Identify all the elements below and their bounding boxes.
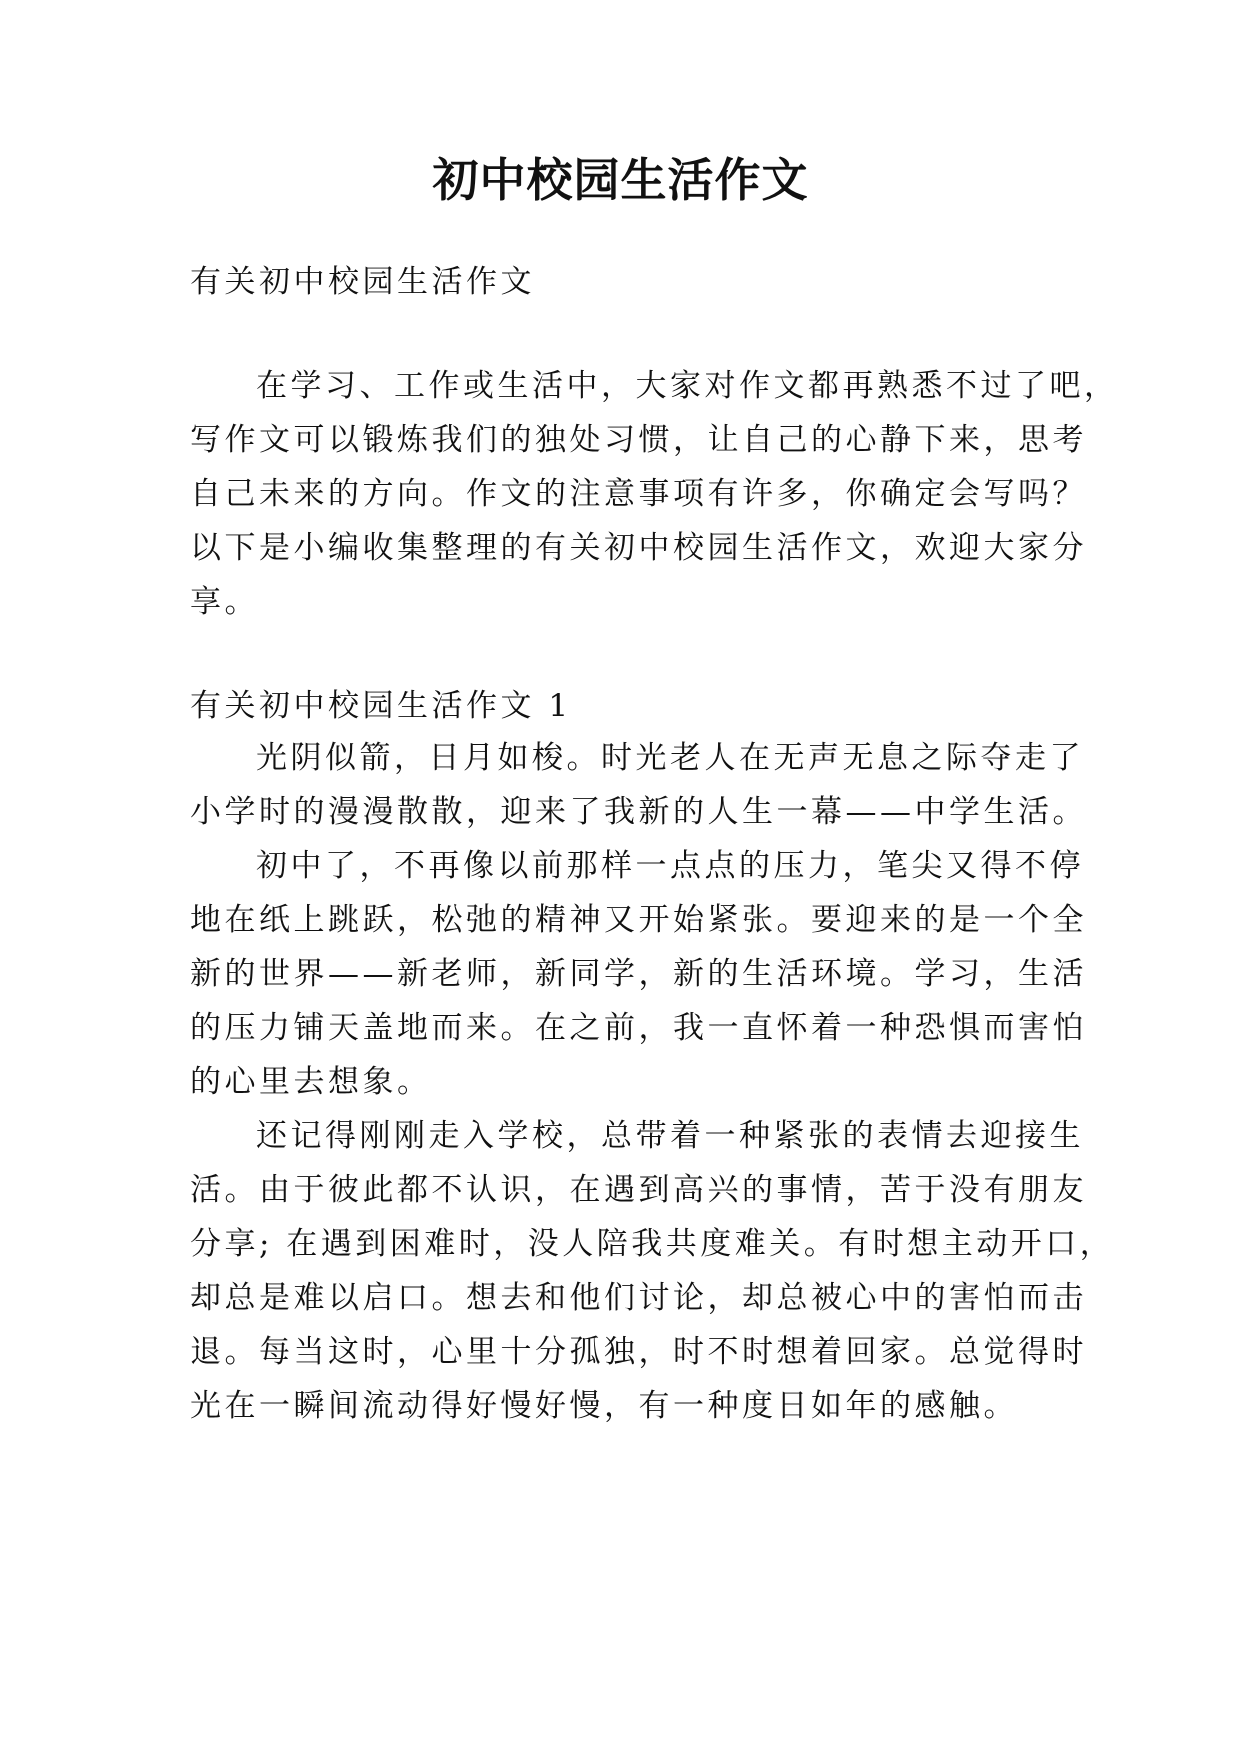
text-line: 却总是难以启口。想去和他们讨论，却总被心中的害怕而击 bbox=[190, 1280, 1087, 1316]
text-line: 小学时的漫漫散散，迎来了我新的人生一幕——中学生活。 bbox=[190, 794, 1087, 830]
text-line: 的压力铺天盖地而来。在之前，我一直怀着一种恐惧而害怕 bbox=[190, 1010, 1087, 1046]
section-heading: 有关初中校园生活作文 1 bbox=[190, 688, 572, 724]
text-line: 享。 bbox=[190, 584, 259, 620]
text-line: 活。由于彼此都不认识，在遇到高兴的事情，苦于没有朋友 bbox=[190, 1172, 1087, 1208]
text-line: 光阴似箭，日月如梭。时光老人在无声无息之际夺走了 bbox=[256, 740, 1084, 776]
text-line: 退。每当这时，心里十分孤独，时不时想着回家。总觉得时 bbox=[190, 1334, 1087, 1370]
text-line: 分享; 在遇到困难时，没人陪我共度难关。有时想主动开口， bbox=[190, 1226, 1115, 1262]
document-title: 初中校园生活作文 bbox=[432, 153, 809, 207]
document-subtitle: 有关初中校园生活作文 bbox=[190, 264, 535, 300]
text-line: 光在一瞬间流动得好慢好慢，有一种度日如年的感触。 bbox=[190, 1388, 1018, 1424]
text-line: 初中了，不再像以前那样一点点的压力，笔尖又得不停 bbox=[256, 848, 1084, 884]
text-line: 写作文可以锻炼我们的独处习惯，让自己的心静下来，思考 bbox=[190, 422, 1087, 458]
text-line: 的心里去想象。 bbox=[190, 1064, 432, 1100]
text-line: 还记得刚刚走入学校，总带着一种紧张的表情去迎接生 bbox=[256, 1118, 1084, 1154]
text-line: 地在纸上跳跃，松弛的精神又开始紧张。要迎来的是一个全 bbox=[190, 902, 1087, 938]
text-line: 新的世界——新老师，新同学，新的生活环境。学习，生活 bbox=[190, 956, 1087, 992]
text-line: 在学习、工作或生活中，大家对作文都再熟悉不过了吧， bbox=[256, 368, 1119, 404]
text-line: 以下是小编收集整理的有关初中校园生活作文，欢迎大家分 bbox=[190, 530, 1087, 566]
text-line: 自己未来的方向。作文的注意事项有许多，你确定会写吗？ bbox=[190, 476, 1087, 512]
